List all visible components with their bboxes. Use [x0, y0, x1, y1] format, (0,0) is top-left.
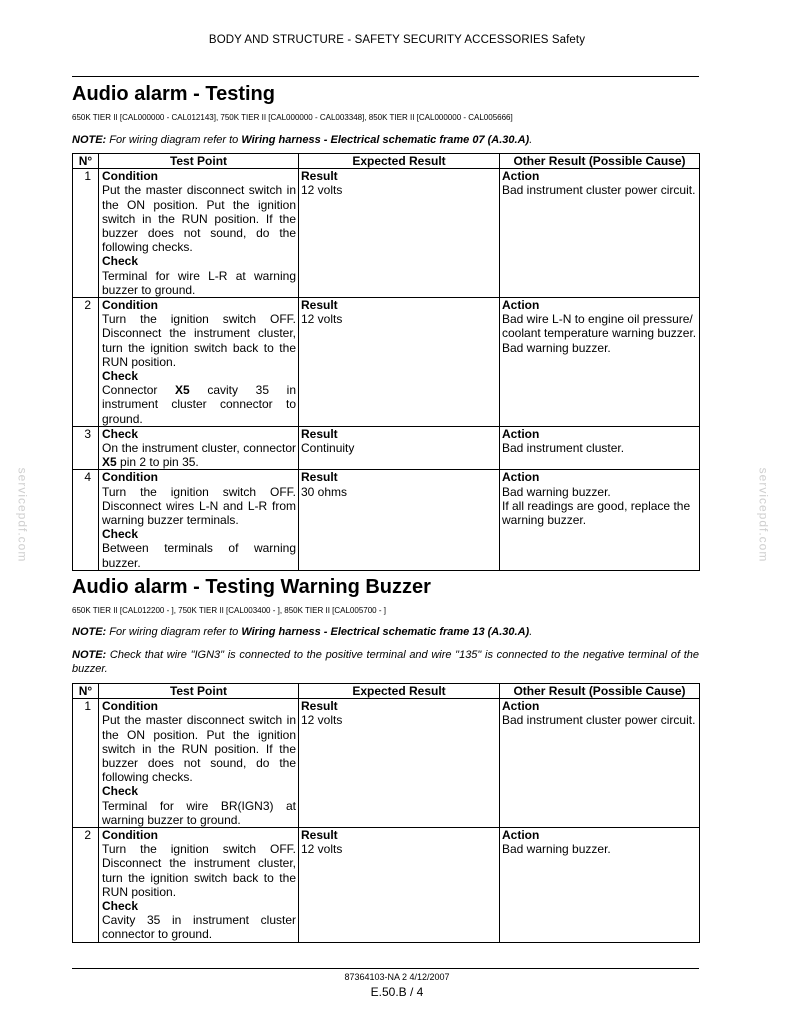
footer-rule [72, 968, 699, 969]
expected-result-cell [299, 470, 500, 570]
check-text-part: Connector [102, 383, 176, 398]
row-number: 1 [73, 699, 99, 828]
column-header-number: N° [73, 684, 99, 699]
table-header-row [73, 684, 700, 699]
check-heading: Check [102, 527, 139, 542]
test-point-cell [99, 699, 299, 828]
table-row [73, 828, 700, 943]
header-rule [72, 76, 699, 77]
section-title: Audio alarm - Testing Warning Buzzer [72, 576, 431, 598]
column-header-expected-result: Expected Result [299, 154, 500, 169]
check-text-part: cavity 35 in instrument cluster connector to ground. [102, 383, 296, 426]
column-header-test-point: Test Point [99, 154, 299, 169]
other-result-cell [500, 298, 700, 427]
action-text: Bad warning buzzer. [502, 842, 611, 857]
expected-result-cell [299, 426, 500, 470]
check-text [102, 441, 296, 469]
condition-heading: Condition [102, 298, 158, 313]
result-heading: Result [301, 470, 338, 485]
other-result-cell [500, 426, 700, 470]
row-number: 2 [73, 298, 99, 427]
result-text: 12 volts [301, 312, 343, 327]
column-header-expected-result: Expected Result [299, 684, 500, 699]
note-text: For wiring diagram refer to [106, 134, 242, 146]
action-heading: Action [502, 470, 540, 485]
expected-result-cell [299, 298, 500, 427]
other-result-cell [500, 699, 700, 828]
check-heading: Check [102, 426, 139, 441]
check-text [102, 383, 296, 426]
column-header-test-point: Test Point [99, 684, 299, 699]
result-heading: Result [301, 828, 338, 843]
model-applicability: 650K TIER II [CAL000000 - CAL012143], 750K TIER II [CAL000000 - CAL003348], 850K TIER II [CAL000000 - CAL005666] [72, 113, 513, 122]
page-header: BODY AND STRUCTURE - SAFETY SECURITY ACCESSORIES Safety [208, 34, 586, 46]
note-label: NOTE: [72, 626, 107, 638]
action-text: Bad warning buzzer. [502, 340, 611, 355]
note [72, 625, 699, 639]
condition-heading: Condition [102, 169, 158, 184]
note-reference-link[interactable]: Wiring harness - Electrical schematic frame 13 (A.30.A) [241, 626, 530, 638]
condition-text: Turn the ignition switch OFF. Disconnect the instrument cluster, turn the ignition switch back to the RUN position. [102, 842, 296, 899]
action-heading: Action [502, 426, 540, 441]
check-text-part: pin 2 to pin 35. [116, 455, 199, 470]
condition-text: Put the master disconnect switch in the ON position. Put the ignition switch in the RUN position. If the buzzer does not sound, do the following checks. [102, 183, 296, 255]
result-text: 12 volts [301, 183, 343, 198]
section-audio-alarm-testing-warning-buzzer [72, 575, 699, 943]
table-row [73, 699, 700, 828]
action-text: Bad instrument cluster. [502, 441, 625, 456]
check-heading: Check [102, 254, 139, 269]
action-heading: Action [502, 298, 540, 313]
action-text: Bad wire L-N to engine oil pressure/ coolant temperature warning buzzer. [502, 312, 697, 341]
condition-text: Turn the ignition switch OFF. Disconnect wires L-N and L-R from warning buzzer terminals. [102, 484, 296, 528]
result-text: 12 volts [301, 842, 343, 857]
note-label: NOTE: [72, 134, 107, 146]
note [72, 648, 699, 676]
table-row [73, 298, 700, 427]
row-number: 1 [73, 169, 99, 298]
action-text: If all readings are good, replace the warning buzzer. [502, 498, 691, 528]
row-number: 3 [73, 426, 99, 470]
check-text: Terminal for wire BR(IGN3) at warning buzzer to ground. [102, 798, 296, 827]
table-row [73, 426, 700, 470]
result-text: 30 ohms [301, 484, 348, 499]
expected-result-cell [299, 699, 500, 828]
result-text: 12 volts [301, 713, 343, 728]
action-text: Bad instrument cluster power circuit. [502, 713, 696, 728]
test-point-cell [99, 470, 299, 570]
result-heading: Result [301, 699, 338, 714]
note-text: For wiring diagram refer to [106, 626, 242, 638]
note-end: . [529, 134, 533, 146]
action-heading: Action [502, 699, 540, 714]
test-point-cell [99, 298, 299, 427]
section-audio-alarm-testing [72, 82, 699, 571]
other-result-cell [500, 169, 700, 298]
note-reference-link[interactable]: Wiring harness - Electrical schematic frame 07 (A.30.A) [241, 134, 530, 146]
result-heading: Result [301, 426, 338, 441]
section-title: Audio alarm - Testing [72, 83, 275, 105]
expected-result-cell [299, 169, 500, 298]
column-header-other-result: Other Result (Possible Cause) [500, 684, 700, 699]
test-table [72, 683, 700, 943]
action-text: Bad warning buzzer. [502, 484, 611, 499]
watermark-left: servicepdf.com [15, 467, 30, 563]
condition-heading: Condition [102, 699, 158, 714]
check-text: Between terminals of warning buzzer. [102, 541, 296, 570]
other-result-cell [500, 828, 700, 943]
check-heading: Check [102, 784, 139, 799]
test-table [72, 153, 700, 571]
action-heading: Action [502, 169, 540, 184]
other-result-cell [500, 470, 700, 570]
expected-result-cell [299, 828, 500, 943]
note-end: . [529, 626, 533, 638]
check-text: Terminal for wire L-R at warning buzzer to ground. [102, 268, 296, 297]
check-heading: Check [102, 899, 139, 914]
column-header-other-result: Other Result (Possible Cause) [500, 154, 700, 169]
footer-document-id: 87364103-NA 2 4/12/2007 [344, 972, 450, 982]
footer-page-number: E.50.B / 4 [370, 985, 424, 999]
watermark-right: servicepdf.com [756, 467, 771, 563]
result-heading: Result [301, 298, 338, 313]
row-number: 2 [73, 828, 99, 943]
connector-code: X5 [175, 383, 190, 398]
test-point-cell [99, 426, 299, 470]
table-row [73, 470, 700, 570]
result-text: Continuity [301, 441, 355, 456]
check-heading: Check [102, 369, 139, 384]
condition-heading: Condition [102, 470, 158, 485]
table-header-row [73, 154, 700, 169]
action-heading: Action [502, 828, 540, 843]
check-text: Cavity 35 in instrument cluster connector to ground. [102, 913, 296, 942]
model-applicability: 650K TIER II [CAL012200 - ], 750K TIER II [CAL003400 - ], 850K TIER II [CAL005700 - ] [72, 606, 386, 615]
note [72, 133, 699, 147]
test-point-cell [99, 828, 299, 943]
check-text-part: On the instrument cluster, connector [102, 441, 296, 456]
test-point-cell [99, 169, 299, 298]
condition-text: Put the master disconnect switch in the ON position. Put the ignition switch in the RUN position. If the buzzer does not sound, do the following checks. [102, 713, 296, 785]
condition-text: Turn the ignition switch OFF. Disconnect the instrument cluster, turn the ignition switch back to the RUN position. [102, 312, 296, 369]
table-row [73, 169, 700, 298]
row-number: 4 [73, 470, 99, 570]
action-text: Bad instrument cluster power circuit. [502, 183, 696, 198]
result-heading: Result [301, 169, 338, 184]
condition-heading: Condition [102, 828, 158, 843]
connector-code: X5 [102, 455, 117, 470]
note-text: Check that wire "IGN3" is connected to the positive terminal and wire "135" is connected to the negative terminal of the buzzer. [72, 649, 699, 675]
note-label: NOTE: [72, 649, 107, 661]
column-header-number: N° [73, 154, 99, 169]
